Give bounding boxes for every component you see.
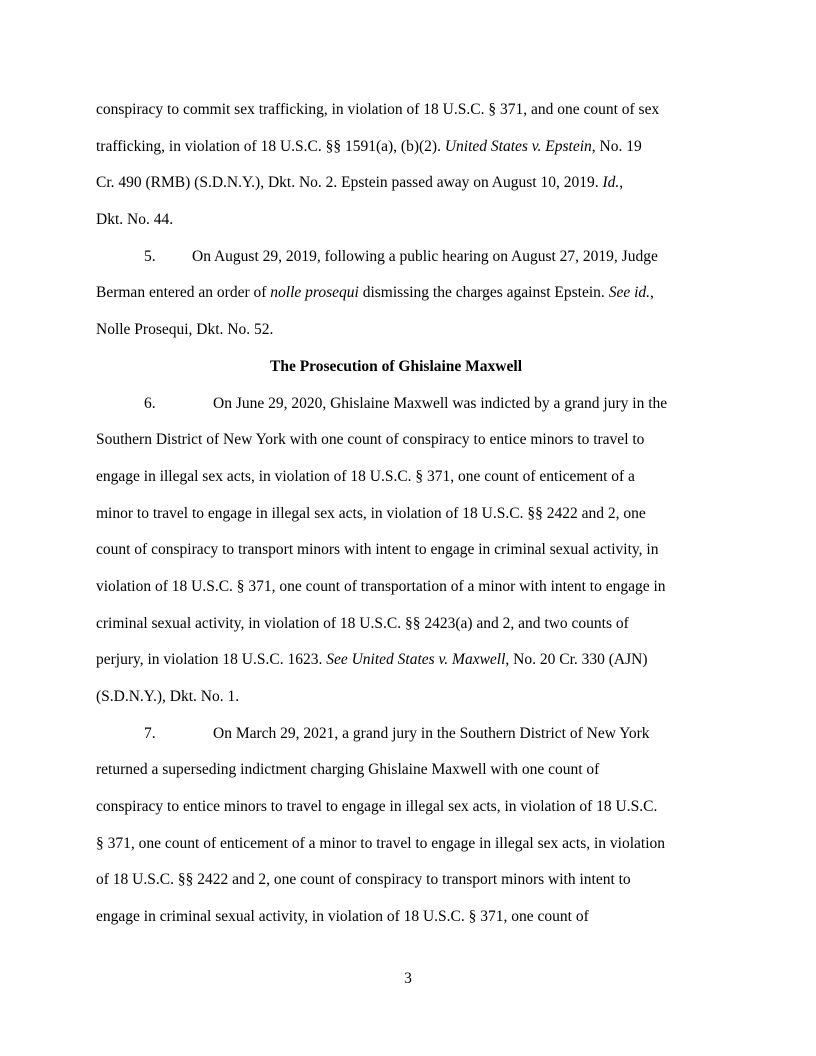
text-segment: Dkt. No. 44. [96,211,174,229]
text-segment: trafficking, in violation of 18 U.S.C. §§ 1591(a), (b)(2). [96,137,445,155]
text-segment: of 18 U.S.C. §§ 2422 and 2, one count of conspiracy to transport minors with intent to [96,871,631,889]
text-segment: minor to travel to engage in illegal sex acts, in violation of 18 U.S.C. §§ 2422 and 2, one [96,504,646,522]
text-line [96,312,696,349]
text-line [96,716,696,753]
text-line [96,422,696,459]
text-line [96,129,696,166]
text-segment: Southern District of New York with one count of conspiracy to entice minors to travel to [96,431,645,449]
text-segment: engage in illegal sex acts, in violation of 18 U.S.C. § 371, one count of enticement of a [96,467,635,485]
text-line [96,569,696,606]
text-line [96,386,696,423]
text-segment: , [619,174,624,192]
text-segment: returned a superseding indictment charging Ghislaine Maxwell with one count of [96,761,600,779]
text-segment: , No. 19 [591,137,642,155]
text-segment: count of conspiracy to transport minors with intent to engage in criminal sexual activity, in [96,541,659,559]
text-segment: conspiracy to entice minors to travel to engage in illegal sex acts, in violation of 18 U.S.C. [96,798,658,816]
text-segment: On March 29, 2021, a grand jury in the Southern District of New York [213,724,650,742]
italic-citation: See United States v. Maxwell [326,651,506,669]
text-line [96,275,696,312]
text-line [96,862,696,899]
text-line [96,496,696,533]
paragraph-number: 6. [144,394,156,412]
italic-citation: See id. [608,284,651,302]
text-line [96,92,696,129]
text-segment: , [650,284,654,302]
text-line [96,789,696,826]
text-segment: violation of 18 U.S.C. § 371, one count of transportation of a minor with intent to engage in [96,577,666,595]
text-line [96,826,696,863]
text-line [96,459,696,496]
text-segment: On June 29, 2020, Ghislaine Maxwell was indicted by a grand jury in the [213,394,668,412]
paragraph-number: 7. [144,724,156,742]
text-segment: criminal sexual activity, in violation of 18 U.S.C. §§ 2423(a) and 2, and two counts of [96,614,629,632]
text-line [96,606,696,643]
text-line [96,532,696,569]
text-segment: Berman entered an order of [96,284,271,302]
text-line [96,752,696,789]
text-line [96,642,696,679]
paragraph-number: 5. [144,247,156,265]
document-page [96,92,696,936]
paragraph-6 [96,386,696,716]
section-heading: The Prosecution of Ghislaine Maxwell [269,357,522,375]
text-segment: dismissing the charges against Epstein. [358,284,609,302]
text-line [96,165,696,202]
text-segment: Cr. 490 (RMB) (S.D.N.Y.), Dkt. No. 2. Epstein passed away on August 10, 2019. [96,174,603,192]
text-line [96,202,696,239]
text-segment: engage in criminal sexual activity, in violation of 18 U.S.C. § 371, one count of [96,908,589,926]
paragraph-7 [96,716,696,936]
italic-citation: United States v. Epstein [444,137,592,155]
text-line [96,679,696,716]
italic-citation: nolle prosequi [270,284,359,302]
text-segment: § 371, one count of enticement of a minor to travel to engage in illegal sex acts, in violation [96,834,666,852]
text-segment: Nolle Prosequi, Dkt. No. 52. [96,321,274,339]
text-line [96,899,696,936]
text-line [96,239,696,276]
text-segment: conspiracy to commit sex trafficking, in violation of 18 U.S.C. § 371, and one count of sex [96,101,660,118]
paragraph-5 [96,239,696,349]
page-number: 3 [404,970,412,987]
italic-citation: Id. [602,174,620,192]
text-segment: , No. 20 Cr. 330 (AJN) [505,651,648,669]
text-segment: On August 29, 2019, following a public hearing on August 27, 2019, Judge [192,247,658,265]
text-segment: perjury, in violation 18 U.S.C. 1623. [96,651,327,669]
text-segment: (S.D.N.Y.), Dkt. No. 1. [96,688,240,705]
paragraph-continuation [96,92,696,239]
